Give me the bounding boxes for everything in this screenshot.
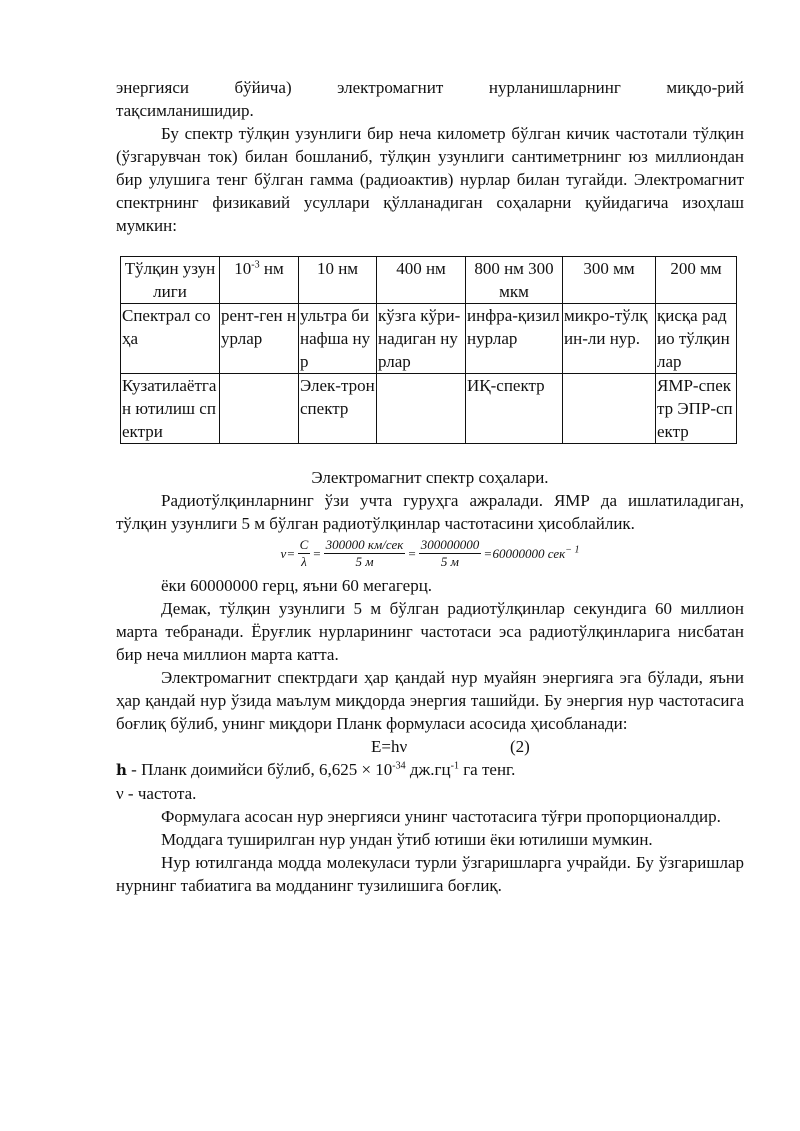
table-row xyxy=(121,374,737,444)
paragraph-7: Формулага асосан нур энергияси унинг частотасига тўғри пропорционалдир. xyxy=(161,807,721,826)
table-header-cell: 10 нм xyxy=(299,257,377,304)
table-header-cell: 200 мм xyxy=(656,257,737,304)
formula-fraction: $\frac{300000000}{5 м}$ xyxy=(420,537,480,569)
formula-lhs: ν xyxy=(280,545,287,561)
paragraph-6: Электромагнит спектрдаги ҳар қандай нур муайян энергияга эга бўлади, яъни ҳар қандай нур ўзида маълум миқдорда энергия ташийди. Бу энергия нур частотасига боғлиқ бўлиб, унинг миқдори Планк формуласи асосида ҳисобланади: xyxy=(116,668,744,733)
equation-number: (2) xyxy=(510,737,530,756)
paragraph-1-line-2: тақсимланишидир. xyxy=(116,101,254,120)
table-cell xyxy=(377,374,466,444)
table-cell: ИҚ-спектр xyxy=(466,374,563,444)
table-cell: Спектрал соҳа xyxy=(121,304,220,374)
planck-constant-line: h - Планк доимийси бўлиб, $6,625 \times 10^{-34}$ $дж.гц^{-1}$ га тенг. xyxy=(116,760,516,779)
paragraph-3: Радиотўлқинларнинг ўзи учта гуруҳга ажралади. ЯМР да ишлатиладиган, тўлқин узунлиги 5 м бўлган радиотўлқинлар частотасини ҳисоблайлик. xyxy=(116,491,744,533)
formula-fraction: $\frac{\text{300000 км/сек}}{5 м}$ xyxy=(325,537,404,569)
paragraph-4: ёки 60000000 герц, яъни 60 мегагерц. xyxy=(161,576,433,595)
equation-text: E=hν xyxy=(371,737,408,756)
table-cell: қисқа радио тўлқинлар xyxy=(656,304,737,374)
paragraph-8: Моддага туширилган нур ундан ўтиб ютиши ёки ютилиши мумкин. xyxy=(161,830,653,849)
table-cell: инфра-қизил нурлар xyxy=(466,304,563,374)
table-cell xyxy=(563,374,656,444)
paragraph-9: Нур ютилганда модда молекуласи турли ўзгаришларга учрайди. Бу ўзгаришлар нурнинг табиатига ва модданинг тузилишига боғлиқ. xyxy=(116,853,744,895)
table-header-cell: $10^{-3}$ нм xyxy=(220,257,299,304)
paragraph-2: Бу спектр тўлқин узунлиги бир неча километр бўлган кичик частотали тўлқин (ўзгарувчан ток) билан бошланиб, тўлқин узунлиги сантиметрнинг юз миллиондан бир улушига тенг бўлган гамма (радиоактив) нурлар билан тугайди. Электромагнит спектрнинг физикавий усуллари қўлланадиган соҳаларни қуйидагича изоҳлаш мумкин: xyxy=(116,124,744,235)
table-header-cell: 300 мм xyxy=(563,257,656,304)
table-cell xyxy=(220,374,299,444)
planck-equation xyxy=(116,735,744,758)
spectrum-table xyxy=(120,256,737,444)
formula-fraction: $\frac{C}{\lambda}$ xyxy=(299,537,309,569)
table-cell: микро-тўлқин-ли нур. xyxy=(563,304,656,374)
frequency-formula: ν = $\frac{C}{\lambda}$ = $\frac{\text{300000 км/сек}}{5 м}$ = $\frac{300000000}{5 м}$ = 60000000 сек$^{- 1}$ xyxy=(280,537,580,569)
table-header-cell: 800 нм 300 мкм xyxy=(466,257,563,304)
table-cell: ультра бинафша нур xyxy=(299,304,377,374)
formula-result: 60000000 сек$^{- 1}$ xyxy=(492,544,580,561)
table-header-cell: Тўлқин узунлиги xyxy=(121,257,220,304)
table-header-row xyxy=(121,257,737,304)
paragraph-1-line-1: энергияси бўйича) электромагнит нурланишларнинг миқдо-рий xyxy=(116,78,744,97)
table-cell: кўзга кўри-надиган нурлар xyxy=(377,304,466,374)
document-page xyxy=(116,76,744,897)
table-cell: Кузатилаётган ютилиш спектри xyxy=(121,374,220,444)
table-cell: Элек-трон спектр xyxy=(299,374,377,444)
table-cell: рент-ген нурлар xyxy=(220,304,299,374)
table-header-cell: 400 нм xyxy=(377,257,466,304)
paragraph-5: Демак, тўлқин узунлиги 5 м бўлган радиотўлқинлар секундига 60 миллион марта тебранади. Ёруғлик нурларининг частотаси эса радиотўлқинларига нисбатан бир неча миллион марта катта. xyxy=(116,599,744,664)
nu-definition-line: ν - частота. xyxy=(116,784,197,803)
table-cell: ЯМР-спектр ЭПР-спектр xyxy=(656,374,737,444)
table-caption: Электромагнит спектр соҳалари. xyxy=(311,468,549,487)
table-row xyxy=(121,304,737,374)
